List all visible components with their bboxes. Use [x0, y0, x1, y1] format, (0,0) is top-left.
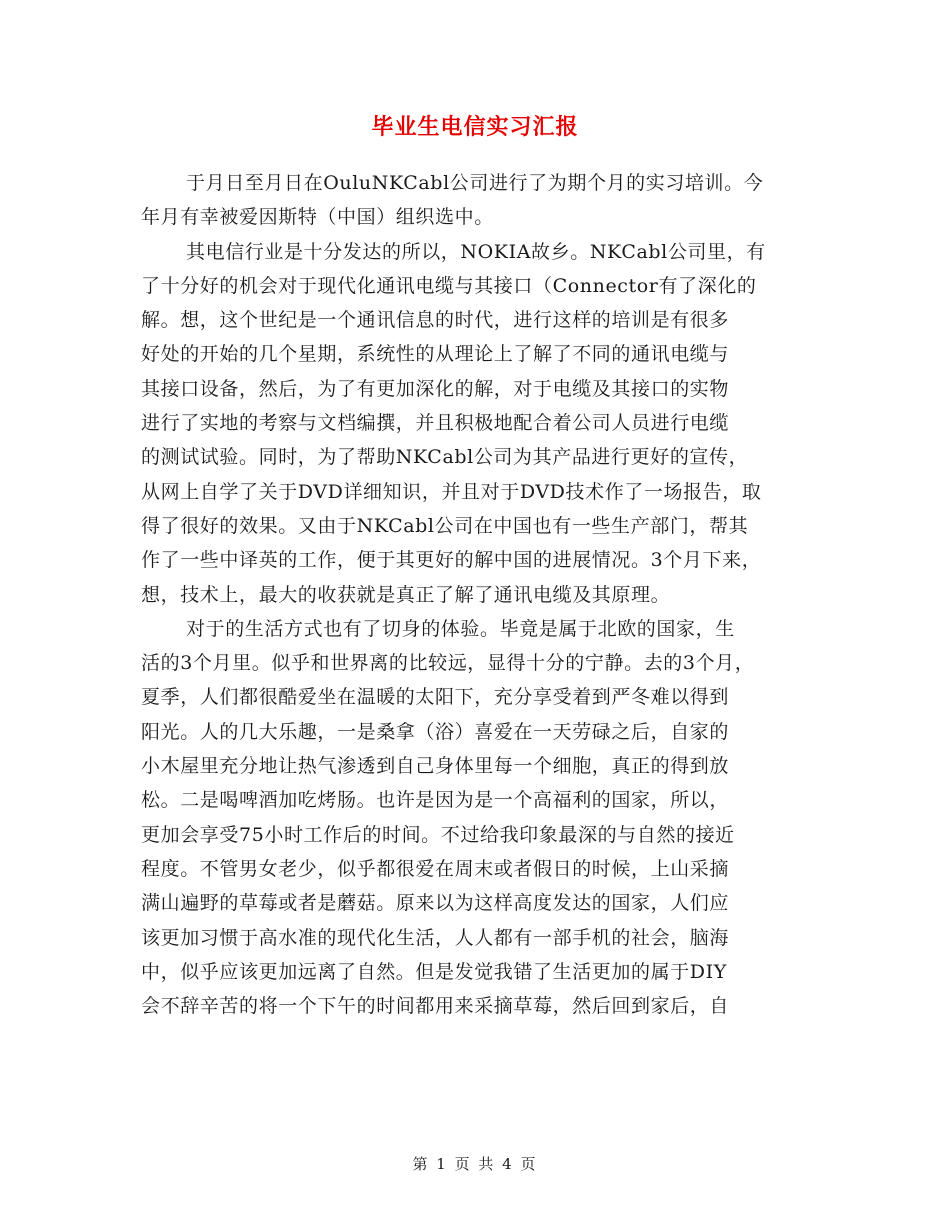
page-footer: 第 1 页 共 4 页 — [412, 1155, 538, 1173]
text-line: 松。二是喝啤酒加吃烤肠。也许是因为是一个高福利的国家，所以， — [141, 789, 730, 812]
text-line: 其电信行业是十分发达的所以，NOKIA故乡。NKCabl公司里，有 — [186, 240, 766, 263]
text-line: 得了很好的效果。又由于NKCabl公司在中国也有一些生产部门，帮其 — [141, 514, 749, 537]
text-line: 解。想，这个世纪是一个通讯信息的时代，进行这样的培训是有很多 — [141, 309, 730, 332]
text-line: 的测试试验。同时，为了帮助NKCabl公司为其产品进行更好的宣传， — [141, 446, 749, 469]
text-line: 夏季，人们都很酷爱坐在温暖的太阳下，充分享受着到严冬难以得到 — [141, 686, 730, 709]
text-line: 好处的开始的几个星期，系统性的从理论上了解了不同的通讯电缆与 — [141, 343, 730, 366]
text-line: 程度。不管男女老少，似乎都很爱在周末或者假日的时候，上山采摘 — [141, 857, 730, 880]
text-line: 满山遍野的草莓或者是蘑菇。原来以为这样高度发达的国家，人们应 — [141, 892, 730, 915]
text-line: 该更加习惯于高水准的现代化生活，人人都有一部手机的社会，脑海 — [141, 926, 730, 949]
text-line: 活的3个月里。似乎和世界离的比较远，显得十分的宁静。去的3个月， — [141, 652, 755, 675]
document-body — [141, 166, 841, 1023]
text-line: 更加会享受75小时工作后的时间。不过给我印象最深的与自然的接近 — [141, 823, 735, 846]
text-line: 了十分好的机会对于现代化通讯电缆与其接口（Connector有了深化的 — [141, 274, 757, 297]
text-line: 想，技术上，最大的收获就是真正了解了通讯电缆及其原理。 — [141, 583, 671, 606]
text-line: 进行了实地的考察与文档编撰，并且积极地配合着公司人员进行电缆 — [141, 412, 730, 435]
text-line: 小木屋里充分地让热气渗透到自己身体里每一个细胞，真正的得到放 — [141, 755, 730, 778]
text-line: 于月日至月日在OuluNKCabl公司进行了为期个月的实习培训。今 — [186, 172, 764, 194]
text-line: 会不辞辛苦的将一个下午的时间都用来采摘草莓，然后回到家后，自 — [141, 995, 730, 1018]
text-line: 中，似乎应该更加远离了自然。但是发觉我错了生活更加的属于DIY — [141, 960, 727, 983]
text-line: 从网上自学了关于DVD详细知识，并且对于DVD技术作了一场报告，取 — [141, 480, 762, 503]
text-line: 其接口设备，然后，为了有更加深化的解，对于电缆及其接口的实物 — [141, 377, 730, 400]
text-line: 对于的生活方式也有了切身的体验。毕竟是属于北欧的国家，生 — [186, 617, 735, 640]
text-line: 阳光。人的几大乐趣，一是桑拿（浴）喜爱在一天劳碌之后，自家的 — [141, 720, 730, 743]
text-line: 年月有幸被爱因斯特（中国）组织选中。 — [141, 206, 494, 229]
document-title: 毕业生电信实习汇报 — [371, 114, 579, 140]
text-line: 作了一些中译英的工作，便于其更好的解中国的进展情况。3个月下来， — [141, 549, 762, 572]
